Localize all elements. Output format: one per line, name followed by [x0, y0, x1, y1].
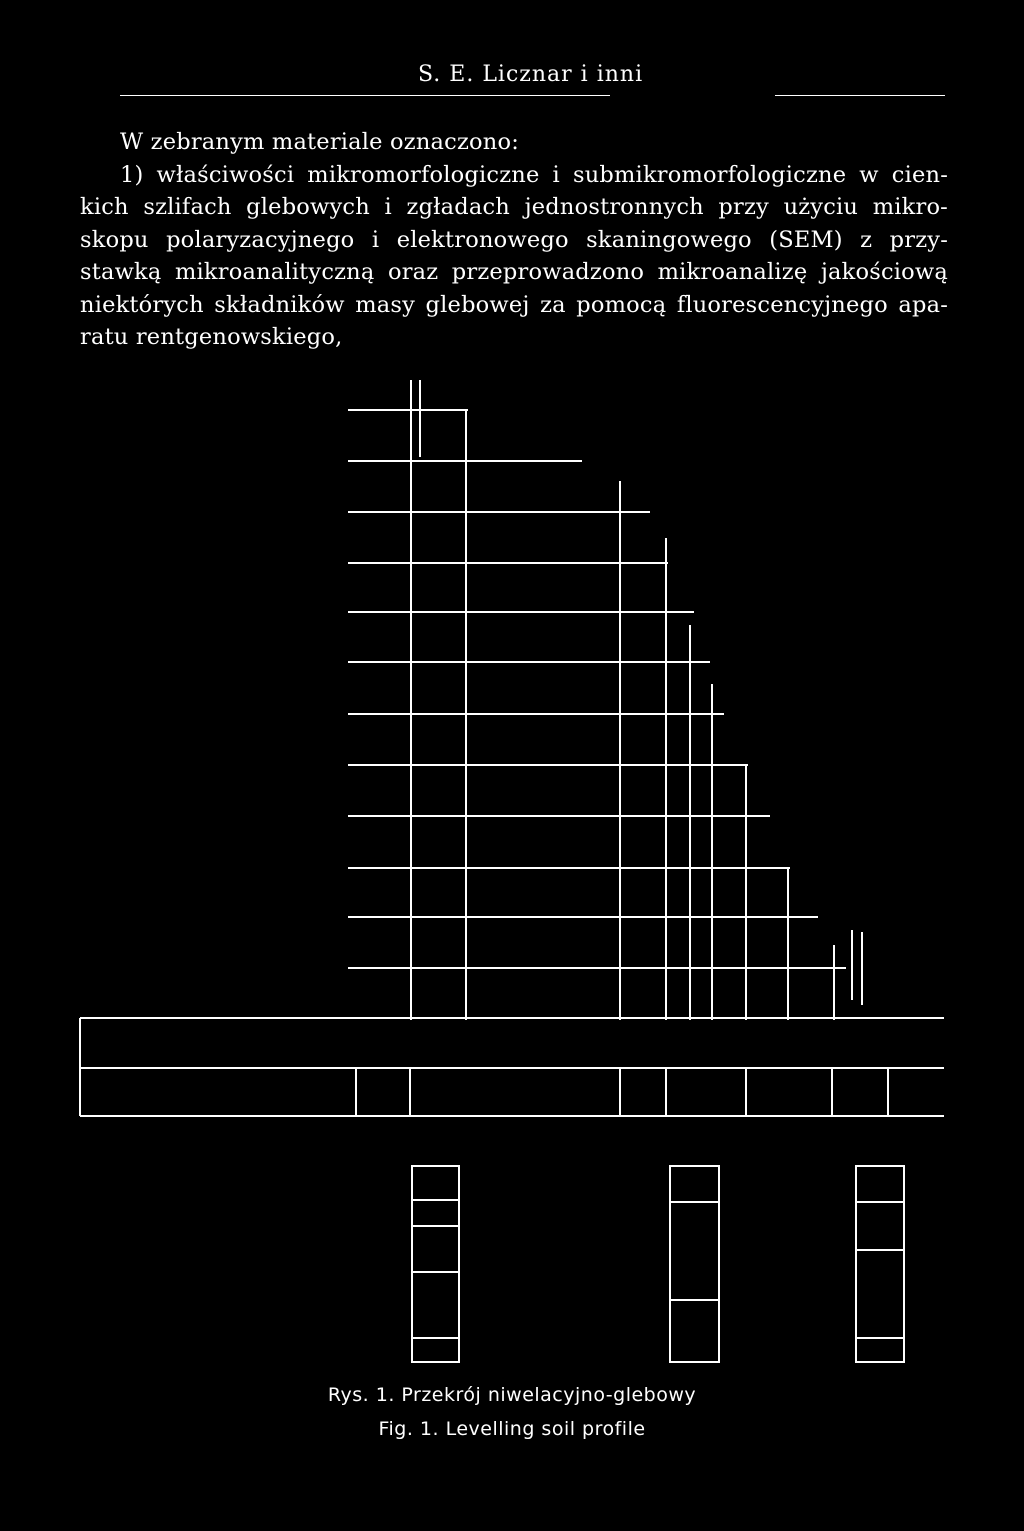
text-line: kich szlifach glebowych i zgładach jednostronnych przy użyciu mikro- — [80, 194, 948, 220]
text-line: stawką mikroanalityczną oraz przeprowadzono mikroanalizę jakościową — [80, 259, 948, 285]
text-line: skopu polaryzacyjnego i elektronowego skaningowego (SEM) z przy- — [80, 226, 948, 253]
figure-caption-en: Fig. 1. Levelling soil profile — [378, 1418, 646, 1440]
figure-caption-pl: Rys. 1. Przekrój niwelacyjno-glebowy — [327, 1384, 697, 1406]
running-head: S. E. Licznar i inni — [418, 62, 644, 87]
soil-profile-column-middle — [670, 1166, 719, 1362]
text-line: niektórych składników masy glebowej za pomocą fluorescencyjnego apa- — [80, 291, 948, 318]
text-line: 1) właściwości mikromorfologiczne i submikromorfologiczne w cien- — [120, 161, 948, 188]
text-line: ratu rentgenowskiego, — [80, 324, 343, 350]
text-line: W zebranym materiale oznaczono: — [120, 129, 519, 155]
profile-frame-lines — [80, 380, 944, 1116]
soil-profile-column-left — [412, 1166, 459, 1362]
soil-profile-column-right — [856, 1166, 904, 1362]
